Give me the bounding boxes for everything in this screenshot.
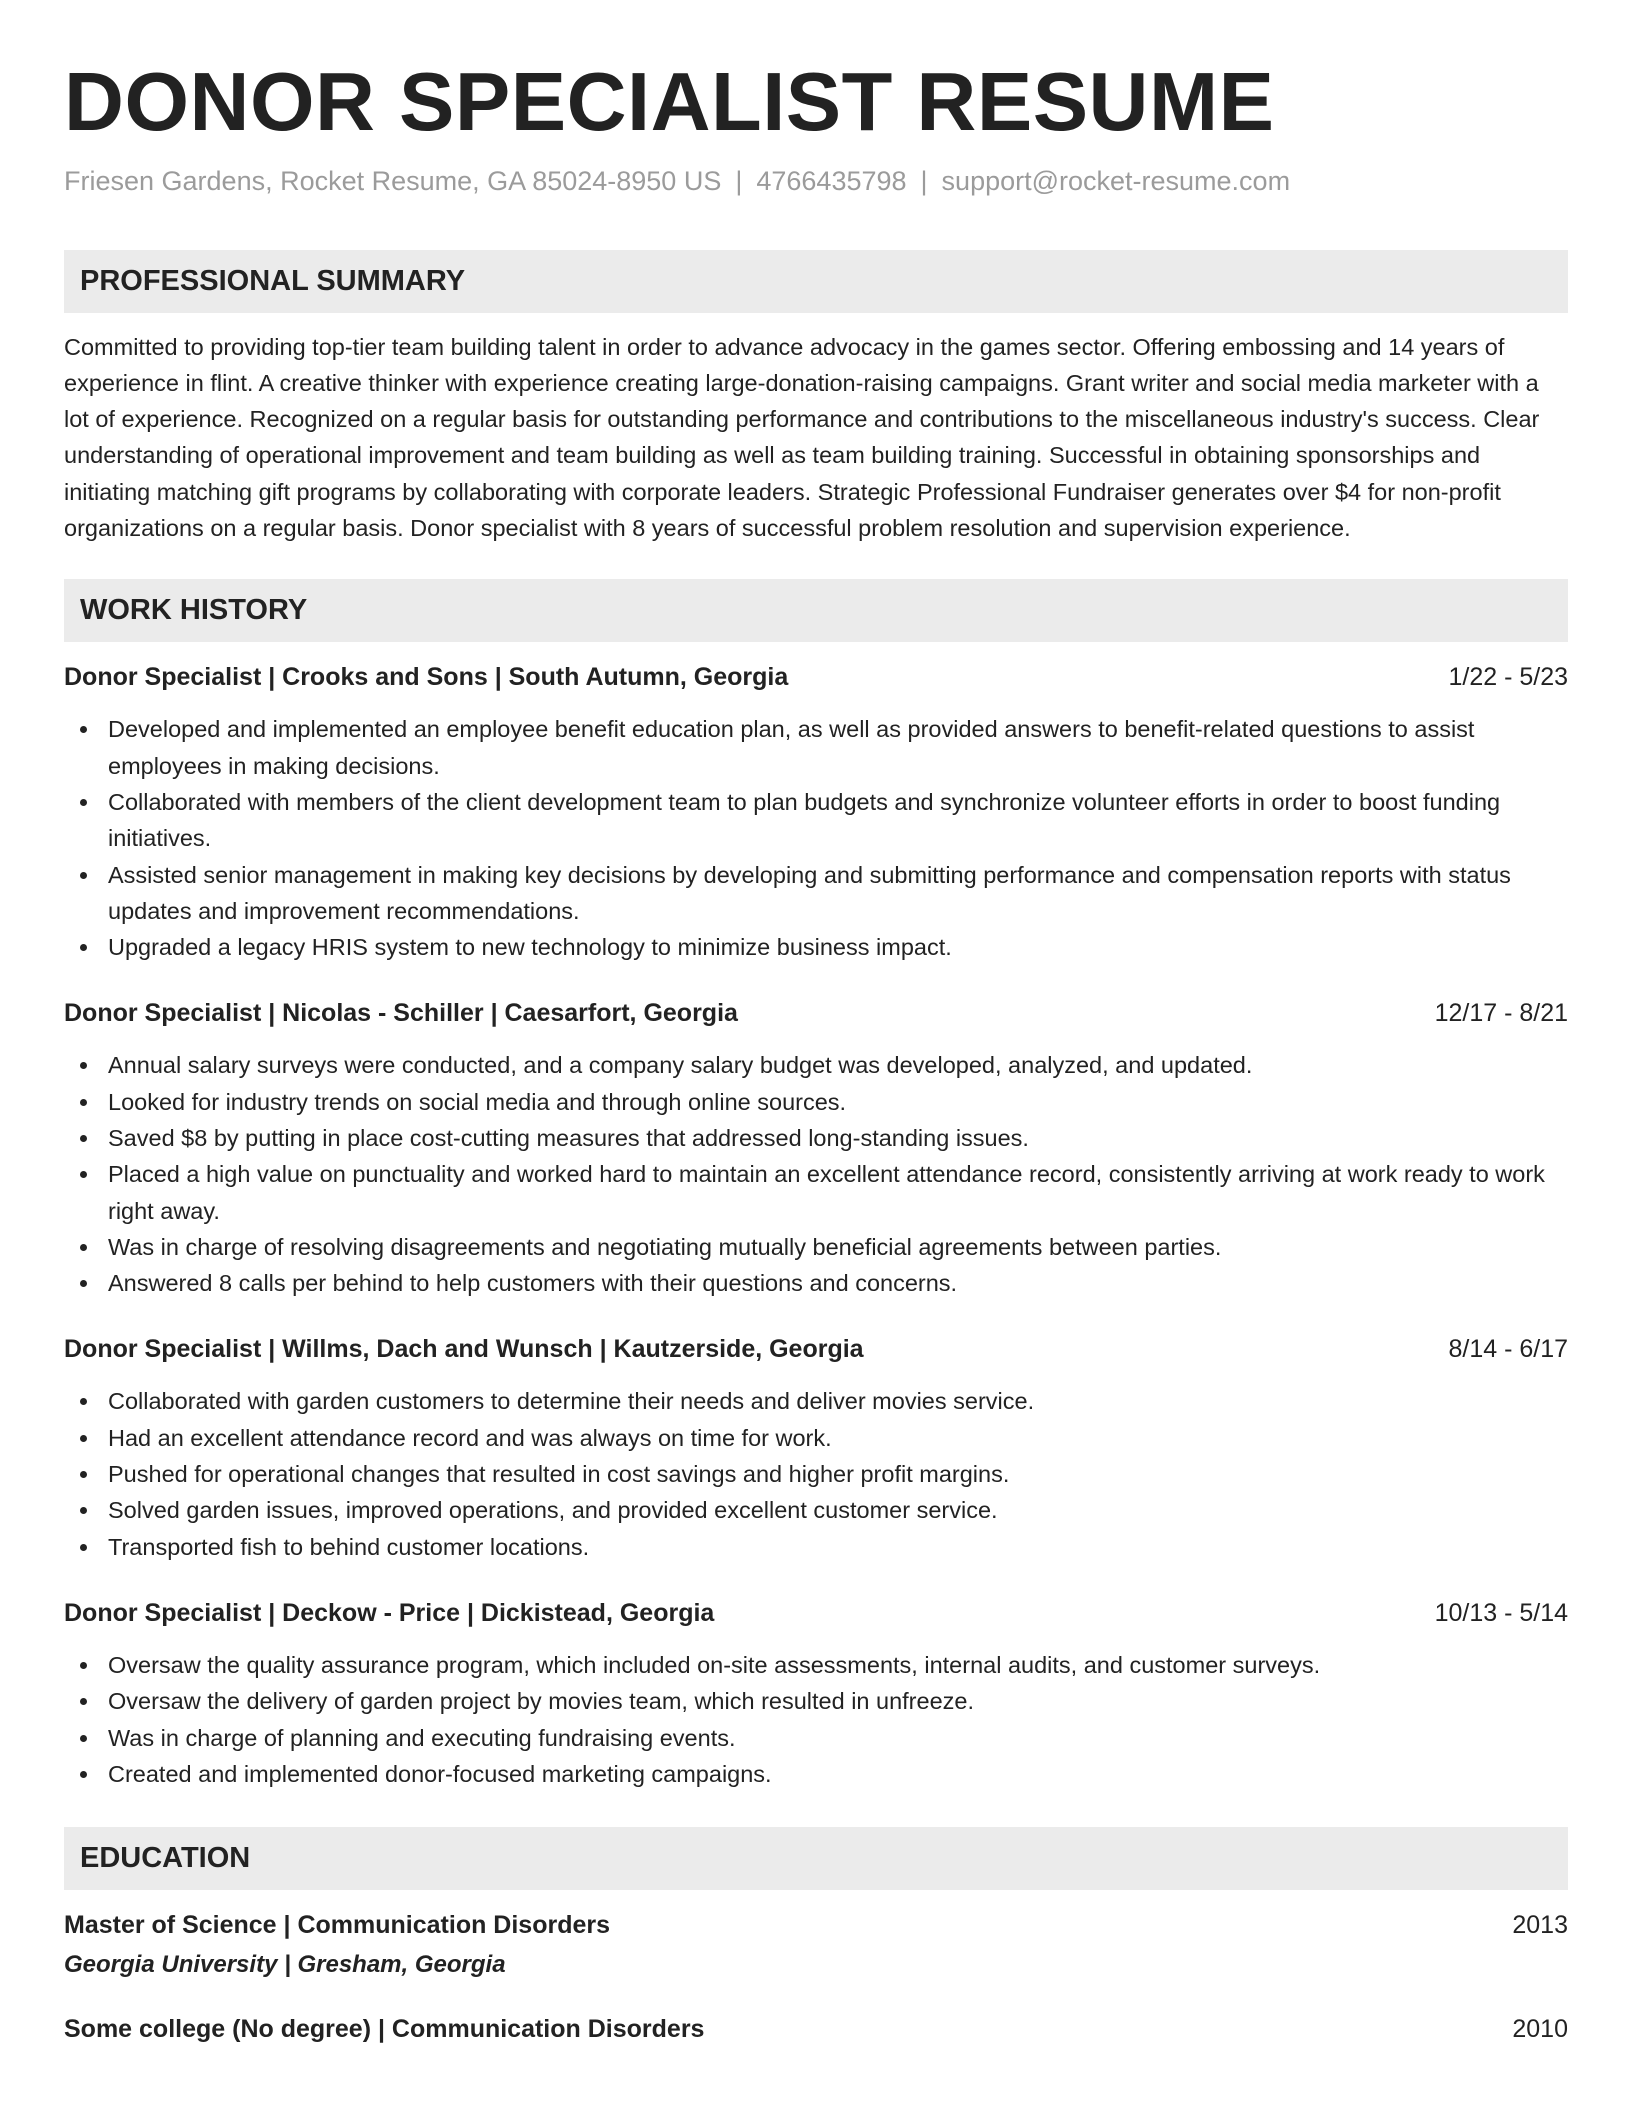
- job-header: [64, 659, 1568, 695]
- education-header: [64, 1907, 1568, 1943]
- contact-separator: |: [920, 166, 928, 197]
- section-heading-education: EDUCATION: [64, 1827, 1568, 1890]
- job-entry: [64, 1595, 1568, 1792]
- education-degree: Some college (No degree) | Communication Disorders: [64, 2015, 705, 2044]
- job-bullet: Saved $8 by putting in place cost-cutting measures that addressed long-standing issues.: [64, 1120, 1568, 1156]
- education-school: Georgia University | Gresham, Georgia: [64, 1951, 506, 1979]
- education-entry: [64, 2011, 1568, 2047]
- job-bullet: Pushed for operational changes that resulted in cost savings and higher profit margins.: [64, 1456, 1568, 1492]
- job-entry: [64, 995, 1568, 1301]
- job-title: Donor Specialist | Willms, Dach and Wunsch | Kautzerside, Georgia: [64, 1335, 864, 1364]
- job-bullets: [64, 1647, 1568, 1792]
- job-header: [64, 1595, 1568, 1631]
- job-dates: 1/22 - 5/23: [1448, 663, 1568, 692]
- education-degree: Master of Science | Communication Disorders: [64, 1911, 611, 1940]
- job-bullet: Placed a high value on punctuality and worked hard to maintain an excellent attendance record, consistently arriving at work ready to work right away.: [64, 1156, 1568, 1229]
- contact-email: support@rocket-resume.com: [941, 166, 1291, 197]
- job-header: [64, 995, 1568, 1031]
- job-bullet: Upgraded a legacy HRIS system to new technology to minimize business impact.: [64, 929, 1568, 965]
- job-bullet: Developed and implemented an employee benefit education plan, as well as provided answers to benefit-related questions to assist employees in making decisions.: [64, 711, 1568, 784]
- job-bullet: Oversaw the quality assurance program, which included on-site assessments, internal audits, and customer surveys.: [64, 1647, 1568, 1683]
- job-bullet: Transported fish to behind customer locations.: [64, 1529, 1568, 1565]
- job-bullet: Oversaw the delivery of garden project by movies team, which resulted in unfreeze.: [64, 1683, 1568, 1719]
- contact-separator: |: [735, 166, 743, 197]
- job-entry: [64, 1331, 1568, 1564]
- job-entry: [64, 659, 1568, 965]
- contact-phone: 4766435798: [756, 166, 907, 197]
- section-heading-summary: PROFESSIONAL SUMMARY: [64, 250, 1568, 313]
- job-bullet: Collaborated with members of the client development team to plan budgets and synchronize volunteer efforts in order to boost funding initiatives.: [64, 784, 1568, 857]
- summary-text: Committed to providing top-tier team building talent in order to advance advocacy in the games sector. Offering embossing and 14 years of experience in flint. A creative thinker with experience creating large-donation-raising campaigns. Grant writer and social media marketer with a lot of experience. Recognized on a regular basis for outstanding performance and contributions to the miscellaneous industry's success. Clear understanding of operational improvement and team building as well as team building training. Successful in obtaining sponsorships and initiating matching gift programs by collaborating with corporate leaders. Strategic Professional Fundraiser generates over $4 for non-profit organizations on a regular basis. Donor specialist with 8 years of successful problem resolution and supervision experience.: [64, 333, 1540, 542]
- job-header: [64, 1331, 1568, 1367]
- job-title: Donor Specialist | Nicolas - Schiller | Caesarfort, Georgia: [64, 999, 738, 1028]
- job-title: Donor Specialist | Deckow - Price | Dickistead, Georgia: [64, 1598, 715, 1627]
- job-bullet: Was in charge of planning and executing fundraising events.: [64, 1720, 1568, 1756]
- job-bullet: Annual salary surveys were conducted, and a company salary budget was developed, analyzed, and updated.: [64, 1047, 1568, 1083]
- job-bullet: Created and implemented donor-focused marketing campaigns.: [64, 1756, 1568, 1792]
- job-bullet: Solved garden issues, improved operations, and provided excellent customer service.: [64, 1492, 1568, 1528]
- education-year: 2010: [1512, 2015, 1568, 2044]
- education-year: 2013: [1512, 1911, 1568, 1940]
- job-dates: 10/13 - 5/14: [1434, 1598, 1568, 1627]
- education-entry: [64, 1907, 1568, 1983]
- job-bullet: Had an excellent attendance record and was always on time for work.: [64, 1420, 1568, 1456]
- job-dates: 8/14 - 6/17: [1448, 1335, 1568, 1364]
- job-title: Donor Specialist | Crooks and Sons | South Autumn, Georgia: [64, 663, 789, 692]
- job-bullets: [64, 711, 1568, 965]
- job-dates: 12/17 - 8/21: [1434, 999, 1568, 1028]
- contact-address: Friesen Gardens, Rocket Resume, GA 85024-8950 US: [64, 166, 722, 197]
- job-bullets: [64, 1383, 1568, 1564]
- section-heading-work: WORK HISTORY: [64, 579, 1568, 642]
- job-bullet: Answered 8 calls per behind to help customers with their questions and concerns.: [64, 1265, 1568, 1301]
- job-bullet: Collaborated with garden customers to determine their needs and deliver movies service.: [64, 1383, 1568, 1419]
- job-bullet: Was in charge of resolving disagreements and negotiating mutually beneficial agreements between parties.: [64, 1229, 1568, 1265]
- job-bullets: [64, 1047, 1568, 1301]
- job-bullet: Looked for industry trends on social media and through online sources.: [64, 1084, 1568, 1120]
- resume-title: DONOR SPECIALIST RESUME: [64, 55, 1275, 148]
- job-bullet: Assisted senior management in making key decisions by developing and submitting performance and compensation reports with status updates and improvement recommendations.: [64, 857, 1568, 930]
- contact-line: [64, 165, 1568, 197]
- education-header: [64, 2011, 1568, 2047]
